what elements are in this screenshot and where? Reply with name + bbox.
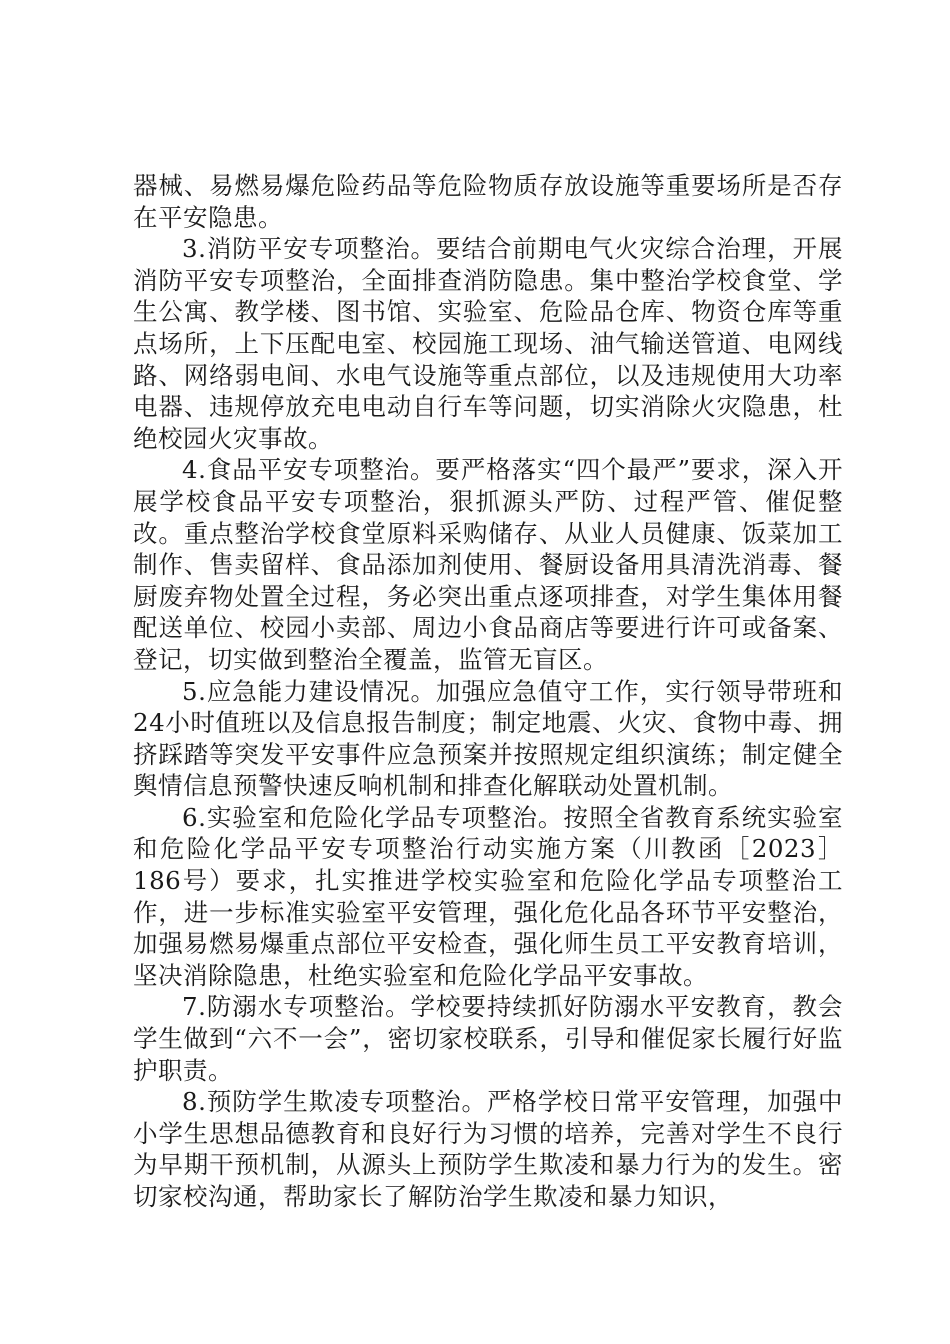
paragraph-food-safety: 4.食品平安专项整治。要严格落实“四个最严”要求，深入开展学校食品平安专项整治，狠抓源头严防、过程严管、催促整改。重点整治学校食堂原料采购储存、从业人员健康、饭菜加工制作、售卖留样、食品添加剂使用、餐厨设备用具清洗消毒、餐厨废弃物处置全过程，务必突出重点逐项排查，对学生集体用餐配送单位、校园小卖部、周边小食品商店等要进行许可或备案、登记，切实做到整治全覆盖，监管无盲区。 <box>133 455 843 674</box>
paragraph-drowning-prevention: 7.防溺水专项整治。学校要持续抓好防溺水平安教育，教会学生做到“六不一会”，密切家校联系，引导和催促家长履行好监护职责。 <box>133 992 843 1085</box>
paragraph-continued: 器械、易燃易爆危险药品等危险物质存放设施等重要场所是否存在平安隐患。 <box>133 171 843 232</box>
paragraph-fire-safety: 3.消防平安专项整治。要结合前期电气火灾综合治理，开展消防平安专项整治，全面排查消防隐患。集中整治学校食堂、学生公寓、教学楼、图书馆、实验室、危险品仓库、物资仓库等重点场所，上下压配电室、校园施工现场、油气输送管道、电网线路、网络弱电间、水电气设施等重点部位，以及违规使用大功率电器、违规停放充电电动自行车等问题，切实消除火灾隐患，杜绝校园火灾事故。 <box>133 234 843 453</box>
document-body <box>133 170 843 1213</box>
paragraph-laboratory-chemicals: 6.实验室和危险化学品专项整治。按照全省教育系统实验室和危险化学品平安专项整治行动实施方案（川教函［2023］186号）要求，扎实推进学校实验室和危险化学品专项整治工作，进一步标准实验室平安管理，强化危化品各环节平安整治，加强易燃易爆重点部位平安检查，强化师生员工平安教育培训，坚决消除隐患，杜绝实验室和危险化学品平安事故。 <box>133 802 843 990</box>
paragraph-emergency-capacity: 5.应急能力建设情况。加强应急值守工作，实行领导带班和24小时值班以及信息报告制度；制定地震、火灾、食物中毒、拥挤踩踏等突发平安事件应急预案并按照规定组织演练；制定健全舆情信息预警快速反响机制和排查化解联动处置机制。 <box>133 676 843 801</box>
paragraph-bullying-prevention: 8.预防学生欺凌专项整治。严格学校日常平安管理，加强中小学生思想品德教育和良好行为习惯的培养，完善对学生不良行为早期干预机制，从源头上预防学生欺凌和暴力行为的发生。密切家校沟通，帮助家长了解防治学生欺凌和暴力知识， <box>133 1087 843 1211</box>
